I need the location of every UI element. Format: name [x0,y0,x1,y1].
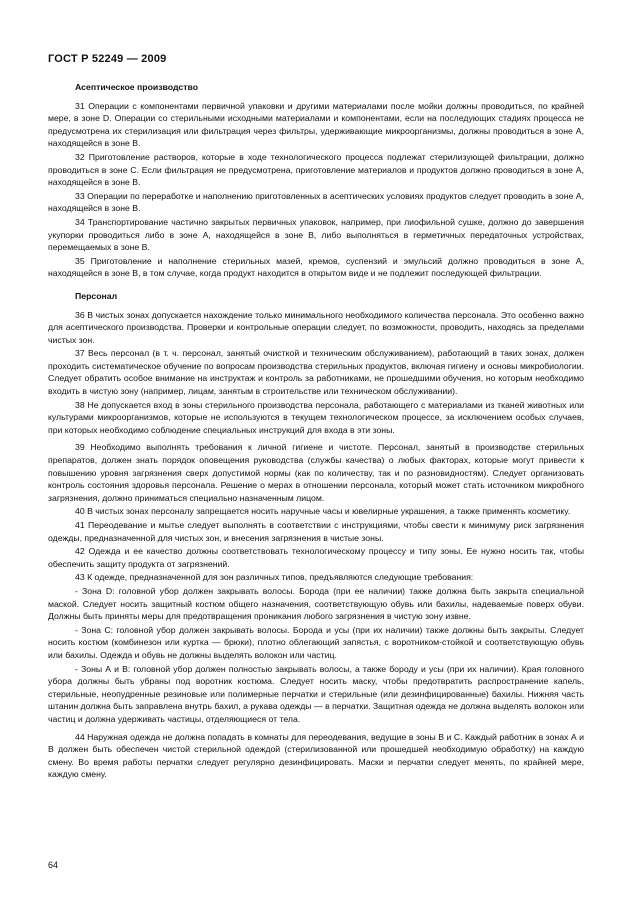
document-code-header: ГОСТ Р 52249 — 2009 [48,53,167,65]
paragraph-37: 37 Весь персонал (в т. ч. персонал, занятый очисткой и техническим обслуживанием), работающий в таких зонах, должен проходить систематическое обучение по вопросам производства стерильных продуктов, включая гигиену и основы микробиологии. Следует обратить особое внимание на инструктаж и контроль за работниками, не прошедшими обучения, но которым необходимо входить в чистую зону (например, лицам, занятым в строительстве или техническом обслуживании). [48,348,584,397]
paragraph-31: 31 Операции с компонентами первичной упаковки и другими материалами после мойки должны проводиться, по крайней мере, в зоне D. Операции со стерильными исходными материалами и компонентами, если на последующих стадиях процесса не предусмотрена их стерилизация или фильтрация через фильтры, удерживающие микроорганизмы, должны проводиться в зоне А, находящейся в зоне В. [48,100,584,149]
paragraph-43: 43 К одежде, предназначенной для зон различных типов, предъявляются следующие требования: [75,572,474,583]
list-item-zone-d: - Зона D: головной убор должен закрывать волосы. Борода (при ее наличии) также должна быть закрыта специальной маской. Следует носить защитный костюм общего назначения, соответствующую обувь или бахилы, надеваемые поверх обуви. Должны быть приняты меры для предотвращения проникания любого загрязнения в чистую зону извне. [48,585,584,622]
page-body [48,79,584,782]
list-item-zone-c: - Зона С: головной убор должен закрывать волосы. Борода и усы (при их наличии) также должны быть закрыты. Следует носить костюм (комбинезон или куртка — брюки), плотно облегающий запястья, с воротником-стойкой и соответствующую обувь или бахилы. Одежда и обувь не должны выделять волокон или частиц. [48,624,584,660]
paragraph-41: 41 Переодевание и мытье следует выполнять в соответствии с инструкциями, чтобы свести к минимуму риск загрязнения одежды, предназначенной для чистых зон, и внесения загрязнения в чистые зоны. [48,520,584,543]
paragraph-42: 42 Одежда и ее качество должны соответствовать технологическому процессу и типу зоны. Ее нужно носить так, чтобы обеспечить защиту продукта от загрязнений. [48,546,584,569]
paragraph-44: 44 Наружная одежда не должна попадать в комнаты для переодевания, ведущие в зоны В и С. Каждый работник в зонах А и В должен быть обеспечен чистой стерильной одеждой (стерилизованной или прошедшей необходимую обработку) на каждую смену. Во время работы перчатки следует регулярно дезинфицировать. Маски и перчатки следует менять, по крайней мере, каждую смену. [48,731,584,780]
section-title-personnel: Персонал [75,290,118,301]
paragraph-35: 35 Приготовление и наполнение стерильных мазей, кремов, суспензий и эмульсий должно проводиться в зоне А, находящейся в зоне В, в том случае, когда продукт находится в открытом виде и не подлежит последующей фильтрации. [48,255,584,279]
paragraph-38: 38 Не допускается вход в зоны стерильного производства персонала, работающего с материалами из тканей животных или культурами микроорганизмов, которые не используются в текущем технологическом процессе, за исключением особых случаев, при которых необходимо соблюдение специальных инструкций для входа в эти зоны. [48,399,584,435]
paragraph-39: 39 Необходимо выполнять требования к личной гигиене и чистоте. Персонал, занятый в производстве стерильных препаратов, должен знать порядок оповещения руководства (службы качества) о любых факторах, которые могут привести к повышению уровня загрязнения сверх допустимой нормы (как по количеству, так и по разновидностям). Следует организовать контроль состояния здоровья персонала. Решение о мерах в отношении персонала, который может стать источником микробного загрязнения, должно приниматься специально назначенным лицом. [48,442,584,503]
paragraph-32: 32 Приготовление растворов, которые в ходе технологического процесса подлежат стерилизующей фильтрации, должно проводиться в зоне С. Если фильтрация не предусмотрена, приготовление материалов и продуктов должно проводиться в зоне А, находящейся в зоне В. [48,151,584,188]
page-number: 64 [48,860,59,870]
section-title-aseptic: Асептическое производство [75,82,198,92]
paragraph-36: 36 В чистых зонах допускается нахождение только минимального необходимого количества персонала. Это особенно важно для асептического производства. Проверки и контрольные операции следует, по возможности, проводить, находясь за пределами чистых зон. [48,309,584,345]
list-item-zones-a-b: - Зоны А и В: головной убор должен полностью закрывать волосы, а также бороду и усы (при их наличии). Края головного убора должны быть убраны под воротник костюма. Следует носить маску, чтобы предотвратить распространение капель, стерильные, неопудренные резиновые или полимерные перчатки и стерильные (или дезинфицированные) бахилы. Нижняя часть штанин должна быть заправлена внутрь бахил, а рукава одежды — в перчатки. Защитная одежда не должна выделять волокон или частиц и должна удерживать частицы, отделяющиеся от тела. [48,663,584,724]
paragraph-33: 33 Операции по переработке и наполнению приготовленных в асептических условиях продуктов следует проводить в зоне А, находящейся в зоне В. [48,190,584,214]
paragraph-34: 34 Транспортирование частично закрытых первичных упаковок, например, при лиофильной сушке, должно до завершения укупорки проводиться либо в зоне А, находящейся в зоне В, либо выполняться в герметичных передаточных устройствах, перемещаемых в зоне В. [48,216,584,253]
paragraph-40: 40 В чистых зонах персоналу запрещается носить наручные часы и ювелирные украшения, а также применять косметику. [75,506,571,517]
